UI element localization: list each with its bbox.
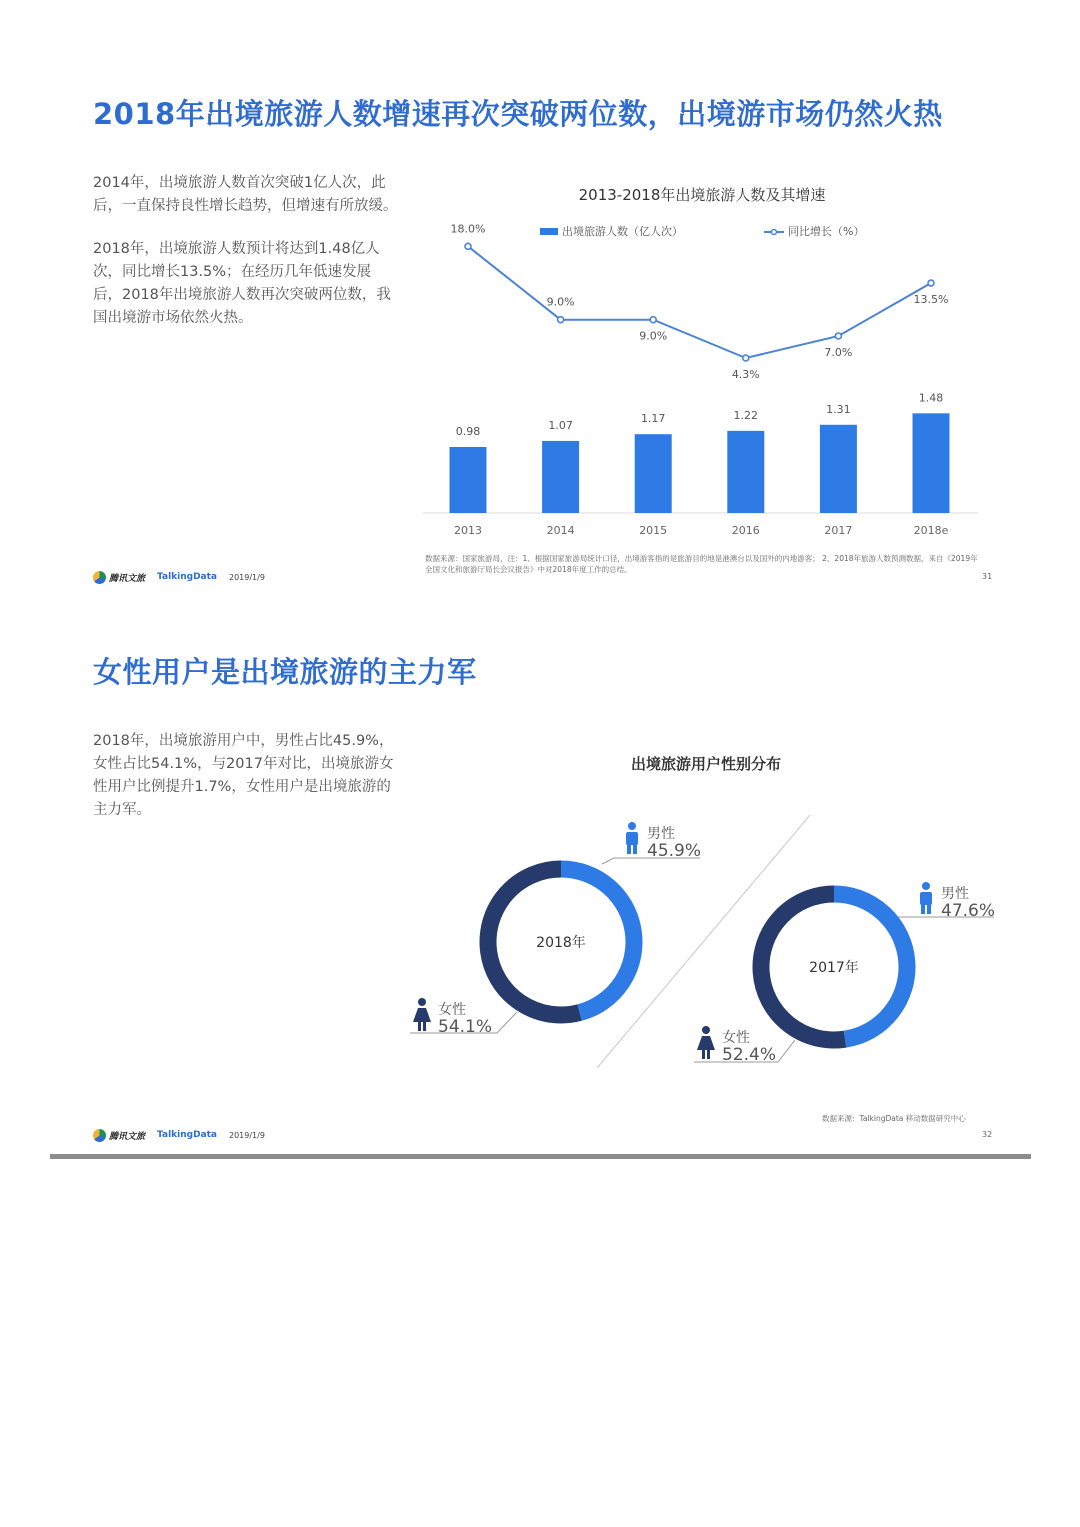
tencent-logo-icon	[93, 1129, 106, 1142]
legend-line-label: 同比增长（%）	[788, 225, 865, 238]
female-label: 女性	[438, 1002, 466, 1018]
bar-value-label: 1.48	[918, 391, 944, 405]
slide2-source-note: 数据来源：TalkingData 移动数据研究中心	[822, 1114, 966, 1123]
female-icon	[423, 1022, 426, 1031]
legend-bar-label: 出境旅游人数（亿人次）	[562, 225, 683, 238]
female-icon	[418, 1022, 421, 1031]
x-tick-label: 2018e	[913, 524, 949, 537]
male-icon	[927, 904, 931, 914]
female-icon	[702, 1026, 710, 1034]
bar-value-label: 1.17	[640, 412, 666, 426]
chart1-title: 2013-2018年出境旅游人数及其增速	[578, 186, 826, 204]
footer-date: 2019/1/9	[229, 572, 265, 582]
male-label: 男性	[941, 886, 969, 902]
male-label: 男性	[647, 826, 675, 842]
male-icon	[920, 892, 932, 905]
male-icon	[633, 844, 637, 854]
donut-1	[694, 882, 995, 1065]
chart2-title: 出境旅游用户性别分布	[630, 755, 782, 773]
male-icon	[626, 832, 638, 845]
growth-label: 18.0%	[450, 222, 486, 236]
x-tick-label: 2014	[546, 524, 575, 537]
slide1-paragraph-1: 2014年，出境旅游人数首次突破1亿人次，此后，一直保持良性增长趋势，但增速有所放缓。	[93, 175, 398, 214]
male-icon	[921, 904, 925, 914]
female-icon	[697, 1036, 715, 1050]
donut-0	[410, 822, 701, 1037]
x-tick-label: 2015	[639, 524, 668, 537]
growth-label: 13.5%	[913, 293, 949, 307]
bar-value-label: 0.98	[455, 425, 481, 438]
bar-value-label: 1.22	[733, 408, 759, 422]
brand-talkingdata: TalkingData	[157, 572, 217, 582]
slide1-source-note: 数据来源：国家旅游局，注：1、根据国家旅游局统计口径，出境游客指的是旅游目的地是港澳台以及国外的内地游客； 2、2018年旅游人数预测数据，来自《2019年全国文化和旅游厅局长会议报告》中对2018年度工作的总结。	[425, 554, 978, 574]
female-label: 女性	[722, 1030, 750, 1046]
x-tick-label: 2016	[731, 524, 760, 537]
female-icon	[707, 1050, 710, 1059]
slide2-paragraph-1: 2018年，出境旅游用户中，男性占比45.9%，女性占比54.1%，与2017年对比，出境旅游女性用户比例提升1.7%，女性用户是出境旅游的主力军。	[93, 733, 394, 818]
female-icon	[418, 998, 426, 1006]
growth-label: 9.0%	[639, 329, 668, 343]
slide2-footer	[93, 1125, 265, 1145]
slide1-paragraph-2: 2018年，出境旅游人数预计将达到1.48亿人次，同比增长13.5%；在经历几年低速发展后，2018年出境旅游人数再次突破两位数，我国出境游市场依然火热。	[93, 241, 391, 326]
growth-label: 4.3%	[731, 368, 760, 381]
male-icon	[627, 844, 631, 854]
x-tick-label: 2017	[824, 524, 853, 537]
slide1-title: 2018年出境旅游人数增速再次突破两位数，出境游市场仍然火热	[93, 97, 943, 131]
x-tick-label: 2013	[454, 524, 482, 537]
brand-tencent: 腾讯文旅	[109, 1131, 146, 1142]
growth-label: 9.0%	[546, 295, 575, 309]
male-percent: 47.6%	[941, 901, 996, 921]
bar-value-label: 1.31	[826, 402, 851, 416]
female-percent: 54.1%	[438, 1017, 493, 1037]
slide1-page-number: 31	[982, 572, 993, 581]
slide2-page-number: 32	[982, 1130, 993, 1139]
donut-center-label: 2018年	[536, 935, 586, 951]
growth-label: 7.0%	[824, 345, 853, 359]
bar-value-label: 1.07	[548, 418, 573, 432]
male-icon	[922, 882, 930, 890]
male-percent: 45.9%	[647, 841, 702, 861]
footer-date: 2019/1/9	[229, 1130, 265, 1140]
brand-tencent: 腾讯文旅	[109, 573, 146, 584]
female-icon	[413, 1008, 431, 1022]
female-percent: 52.4%	[722, 1045, 777, 1065]
male-icon	[628, 822, 636, 830]
slide2-title: 女性用户是出境旅游的主力军	[93, 655, 477, 689]
brand-talkingdata: TalkingData	[157, 1130, 217, 1140]
page-divider	[50, 1154, 1031, 1159]
female-icon	[702, 1050, 705, 1059]
donut-center-label: 2017年	[809, 960, 859, 976]
